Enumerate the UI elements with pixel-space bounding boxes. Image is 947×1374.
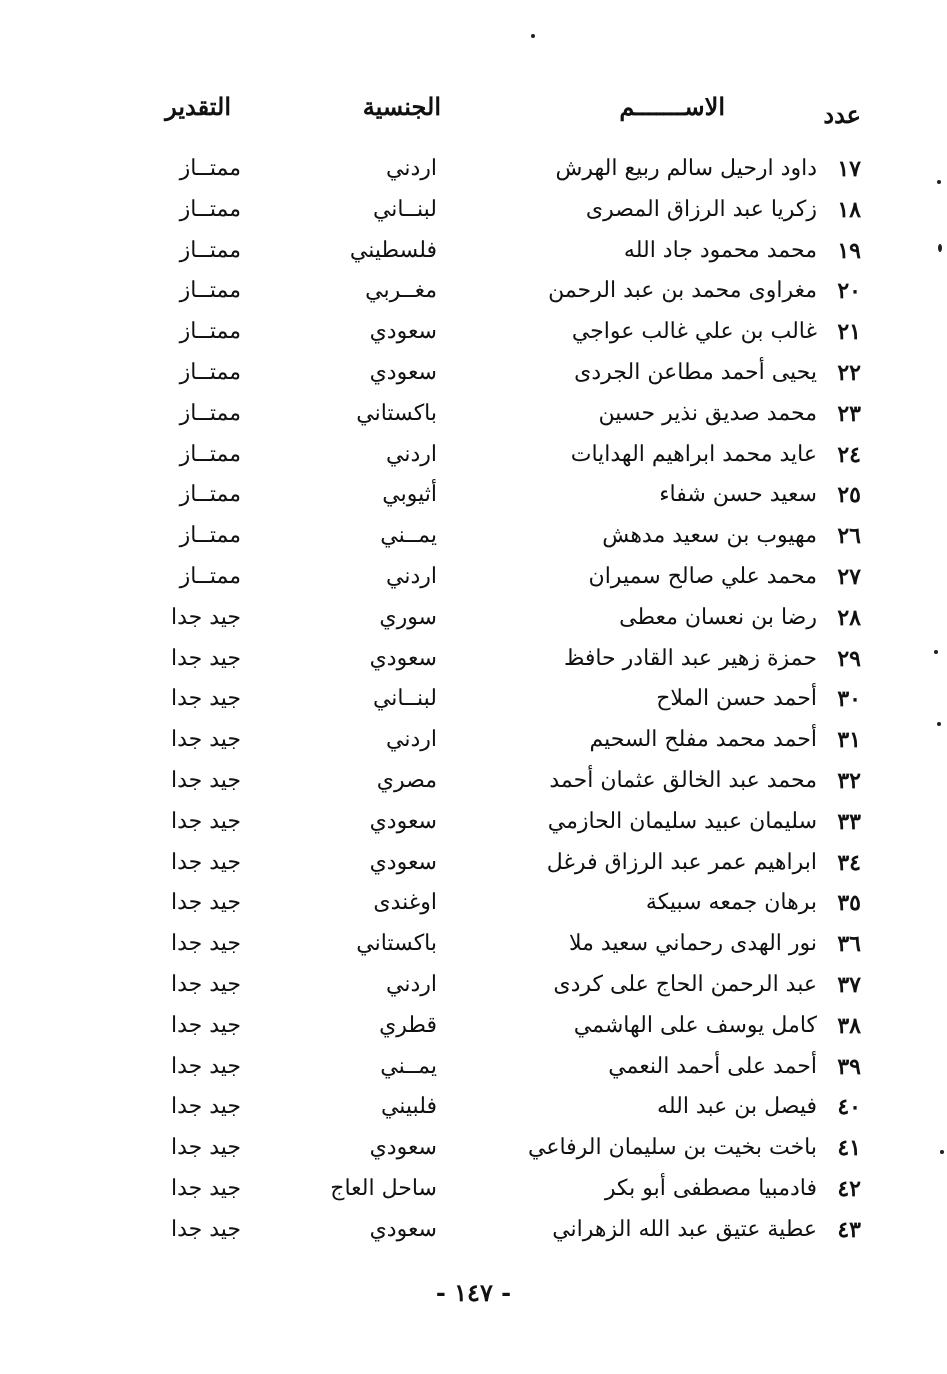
student-list bbox=[0, 150, 947, 1252]
table-row bbox=[0, 1129, 947, 1170]
scan-speck bbox=[934, 650, 938, 654]
student-grade: ممتــاز bbox=[179, 523, 241, 549]
student-grade: ممتــاز bbox=[179, 563, 241, 589]
student-grade: جيد جدا bbox=[170, 604, 241, 630]
row-number: ٤٣ bbox=[837, 1216, 861, 1243]
row-number: ١٧ bbox=[837, 156, 861, 182]
student-nationality: يمــني bbox=[380, 1053, 437, 1079]
student-nationality: سعودي bbox=[369, 359, 437, 385]
table-row bbox=[0, 640, 947, 681]
student-nationality: سعودي bbox=[369, 1135, 437, 1161]
scan-speck bbox=[531, 34, 535, 38]
row-number: ٣٦ bbox=[837, 931, 861, 958]
student-nationality: سعودي bbox=[369, 849, 437, 875]
student-name: فادمبيا مصطفى أبو بكر bbox=[604, 1175, 817, 1201]
table-row bbox=[0, 395, 947, 436]
student-name: حمزة زهير عبد القادر حافظ bbox=[563, 645, 817, 671]
student-name: يحيى أحمد مطاعن الجردى bbox=[574, 359, 817, 385]
student-nationality: لبنــاني bbox=[372, 686, 437, 712]
student-nationality: سعودي bbox=[369, 319, 437, 345]
student-nationality: أثيوبي bbox=[382, 482, 437, 508]
student-grade: جيد جدا bbox=[170, 931, 241, 957]
student-name: أحمد على أحمد النعمي bbox=[608, 1053, 817, 1079]
student-name: ابراهيم عمر عبد الرزاق فرغل bbox=[546, 849, 817, 875]
row-number: ٣٨ bbox=[837, 1012, 861, 1039]
student-name: داود ارحيل سالم ربيع الهرش bbox=[555, 156, 817, 181]
table-row bbox=[0, 966, 947, 1007]
student-name: مهيوب بن سعيد مدهش bbox=[602, 523, 817, 549]
table-row bbox=[0, 436, 947, 477]
student-name: سعيد حسن شفاء bbox=[659, 482, 817, 508]
header-grade: التقدير bbox=[165, 92, 231, 121]
student-name: محمد عبد الخالق عثمان أحمد bbox=[549, 767, 817, 793]
row-number: ٣١ bbox=[837, 727, 861, 754]
student-nationality: مصري bbox=[376, 767, 437, 793]
student-grade: جيد جدا bbox=[170, 1216, 241, 1242]
student-grade: جيد جدا bbox=[170, 890, 241, 916]
table-row bbox=[0, 884, 947, 925]
student-name: أحمد حسن الملاح bbox=[656, 686, 817, 712]
row-number: ٣٩ bbox=[837, 1053, 861, 1080]
table-row bbox=[0, 1170, 947, 1211]
row-number: ١٨ bbox=[837, 196, 861, 223]
student-nationality: اردني bbox=[386, 156, 437, 181]
student-grade: جيد جدا bbox=[170, 1094, 241, 1120]
student-nationality: باكستاني bbox=[356, 931, 437, 957]
student-nationality: فلسطيني bbox=[349, 237, 437, 263]
student-grade: جيد جدا bbox=[170, 1053, 241, 1079]
row-number: ٤٢ bbox=[837, 1175, 861, 1202]
student-name: عبد الرحمن الحاج على كردى bbox=[553, 971, 817, 997]
student-grade: ممتــاز bbox=[179, 237, 241, 263]
student-nationality: اوغندى bbox=[373, 890, 437, 916]
table-row bbox=[0, 680, 947, 721]
student-name: عطية عتيق عبد الله الزهراني bbox=[552, 1216, 817, 1242]
row-number: ٣٥ bbox=[837, 890, 861, 917]
student-nationality: لبنــاني bbox=[372, 196, 437, 222]
student-grade: ممتــاز bbox=[179, 359, 241, 385]
student-nationality: ساحل العاج bbox=[330, 1175, 437, 1201]
student-grade: ممتــاز bbox=[179, 482, 241, 508]
table-row bbox=[0, 803, 947, 844]
student-grade: جيد جدا bbox=[170, 849, 241, 875]
row-number: ٢٨ bbox=[837, 604, 861, 631]
student-grade: جيد جدا bbox=[170, 1175, 241, 1201]
student-name: محمد صديق نذير حسين bbox=[598, 400, 817, 426]
student-nationality: اردني bbox=[386, 971, 437, 997]
table-row bbox=[0, 517, 947, 558]
table-row bbox=[0, 558, 947, 599]
header-number: عدد bbox=[823, 100, 861, 129]
table-row bbox=[0, 1007, 947, 1048]
page-number: - ١٤٧ - bbox=[435, 1278, 512, 1307]
header-name: الاســـــــم bbox=[619, 92, 725, 121]
student-name: أحمد محمد مفلح السحيم bbox=[589, 727, 817, 753]
table-row bbox=[0, 721, 947, 762]
row-number: ٢٩ bbox=[837, 645, 861, 672]
table-row bbox=[0, 150, 947, 191]
student-grade: ممتــاز bbox=[179, 156, 241, 181]
row-number: ٣٠ bbox=[837, 686, 861, 713]
student-nationality: فلبيني bbox=[380, 1094, 437, 1120]
student-grade: جيد جدا bbox=[170, 767, 241, 793]
table-row bbox=[0, 354, 947, 395]
student-grade: ممتــاز bbox=[179, 319, 241, 345]
table-row bbox=[0, 925, 947, 966]
student-grade: ممتــاز bbox=[179, 441, 241, 467]
student-grade: جيد جدا bbox=[170, 645, 241, 671]
row-number: ٢٢ bbox=[837, 359, 861, 386]
student-nationality: باكستاني bbox=[356, 400, 437, 426]
row-number: ٢٠ bbox=[837, 278, 861, 305]
student-name: سليمان عبيد سليمان الحازمي bbox=[547, 808, 817, 834]
student-grade: جيد جدا bbox=[170, 1135, 241, 1161]
scan-speck bbox=[940, 1150, 944, 1154]
student-nationality: اردني bbox=[386, 727, 437, 753]
row-number: ٤٠ bbox=[837, 1094, 861, 1121]
student-grade: جيد جدا bbox=[170, 971, 241, 997]
scan-speck bbox=[937, 180, 941, 184]
student-grade: جيد جدا bbox=[170, 727, 241, 753]
student-grade: ممتــاز bbox=[179, 278, 241, 304]
table-row bbox=[0, 313, 947, 354]
student-nationality: اردني bbox=[386, 563, 437, 589]
table-row bbox=[0, 1048, 947, 1089]
row-number: ٢٣ bbox=[837, 400, 861, 427]
row-number: ٣٧ bbox=[837, 971, 861, 998]
table-row bbox=[0, 599, 947, 640]
row-number: ٢٥ bbox=[837, 482, 861, 509]
student-nationality: سعودي bbox=[369, 808, 437, 834]
student-name: محمد علي صالح سميران bbox=[588, 563, 817, 589]
table-row bbox=[0, 1211, 947, 1252]
table-row bbox=[0, 762, 947, 803]
student-nationality: اردني bbox=[386, 441, 437, 467]
student-name: زكريا عبد الرزاق المصرى bbox=[585, 196, 817, 222]
student-name: عايد محمد ابراهيم الهدايات bbox=[570, 441, 817, 467]
student-name: برهان جمعه سبيكة bbox=[645, 890, 817, 916]
row-number: ٢٧ bbox=[837, 563, 861, 590]
row-number: ٢٦ bbox=[837, 523, 861, 550]
row-number: ١٩ bbox=[837, 237, 861, 264]
student-name: نور الهدى رحماني سعيد ملا bbox=[568, 931, 817, 957]
student-name: فيصل بن عبد الله bbox=[657, 1094, 817, 1120]
student-name: باخت بخيت بن سليمان الرفاعي bbox=[527, 1135, 817, 1161]
header-nationality: الجنسية bbox=[362, 92, 441, 121]
row-number: ٢٤ bbox=[837, 441, 861, 468]
student-nationality: يمــني bbox=[380, 523, 437, 549]
row-number: ٣٤ bbox=[837, 849, 861, 876]
student-name: مغراوى محمد بن عبد الرحمن bbox=[548, 278, 817, 304]
table-row bbox=[0, 232, 947, 273]
student-nationality: سوري bbox=[379, 604, 437, 630]
student-grade: جيد جدا bbox=[170, 1012, 241, 1038]
student-name: محمد محمود جاد الله bbox=[623, 237, 817, 263]
scan-speck bbox=[938, 244, 942, 252]
table-row bbox=[0, 844, 947, 885]
student-name: رضا بن نعسان معطى bbox=[619, 604, 817, 630]
student-nationality: قطري bbox=[379, 1012, 437, 1038]
student-grade: ممتــاز bbox=[179, 400, 241, 426]
row-number: ٢١ bbox=[837, 319, 861, 346]
table-row bbox=[0, 272, 947, 313]
student-nationality: سعودي bbox=[369, 645, 437, 671]
student-name: غالب بن علي غالب عواجي bbox=[571, 319, 817, 345]
student-nationality: مغــربي bbox=[365, 278, 437, 304]
student-name: كامل يوسف على الهاشمي bbox=[573, 1012, 817, 1038]
student-grade: جيد جدا bbox=[170, 808, 241, 834]
scan-speck bbox=[937, 722, 941, 726]
student-nationality: سعودي bbox=[369, 1216, 437, 1242]
row-number: ٣٢ bbox=[837, 767, 861, 794]
row-number: ٣٣ bbox=[837, 808, 861, 835]
table-row bbox=[0, 476, 947, 517]
table-row bbox=[0, 1088, 947, 1129]
row-number: ٤١ bbox=[837, 1135, 861, 1162]
student-grade: ممتــاز bbox=[179, 196, 241, 222]
table-row bbox=[0, 191, 947, 232]
student-grade: جيد جدا bbox=[170, 686, 241, 712]
